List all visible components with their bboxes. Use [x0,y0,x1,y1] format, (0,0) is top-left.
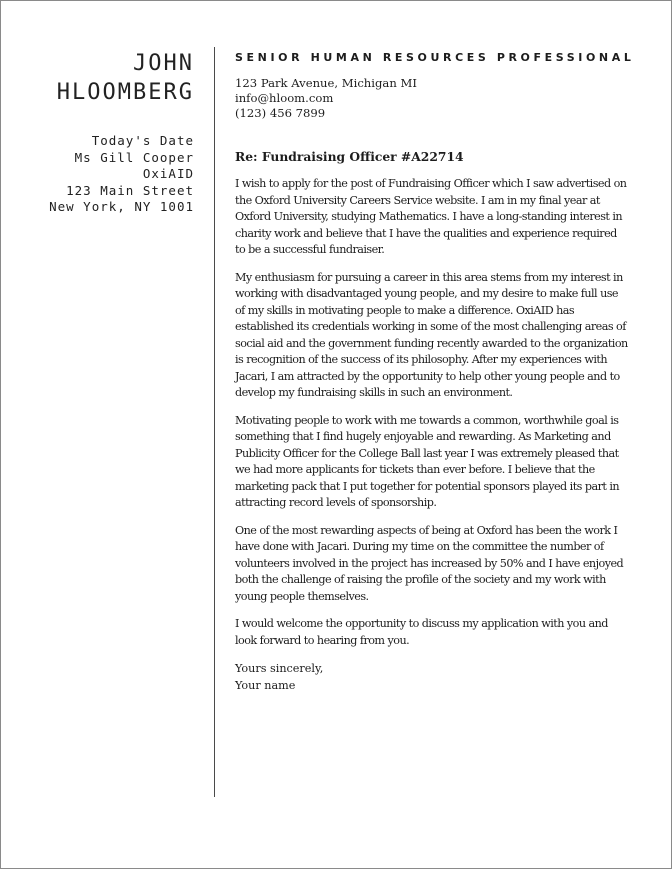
letter-paragraph [235,523,630,606]
sender-last-name: HLOOMBERG [56,80,194,105]
paragraph-line: working with disadvantaged young people, and my desire to make full use [235,287,619,300]
sender-email: info@hloom.com [235,91,334,105]
paragraph-line: both the challenge of raising the profile of the society and my work with [235,573,606,586]
paragraph-line: established its credentials working in some of the most challenging areas of [235,320,626,333]
paragraph-line: attracting record levels of sponsorship. [235,496,437,509]
letter-subject: Re: Fundraising Officer #A22714 [235,149,464,164]
recipient-company: OxiAID [142,166,194,182]
paragraph-line: Jacari, I am attracted by the opportunity to help other young people and to [235,369,620,383]
paragraph-line: of my skills in motivating people to make a difference. OxiAID has [235,303,575,317]
paragraph-line: Publicity Officer for the College Ball last year I was extremely pleased that [235,446,619,460]
sender-title: SENIOR HUMAN RESOURCES PROFESSIONAL [235,51,635,64]
recipient-name: Ms Gill Cooper [74,149,194,165]
paragraph-line: to be a successful fundraiser. [235,243,385,256]
paragraph-line: I wish to apply for the post of Fundraising Officer which I saw advertised on [235,177,627,190]
left-column [21,49,194,216]
letter-paragraph [235,176,630,259]
paragraph-line: Oxford University, studying Mathematics. I have a long-standing interest in [235,210,623,223]
closing-salutation: Yours sincerely, [235,662,324,675]
recipient-street: 123 Main Street [66,182,194,198]
paragraph-line: is recognition of the success of its philosophy. After my experiences with [235,353,607,366]
paragraph-line: develop my fundraising skills in such an environment. [235,386,513,399]
letter-body [235,176,630,649]
paragraph-line: look forward to hearing from you. [235,633,410,647]
letter-paragraph [235,413,630,512]
paragraph-line: volunteers involved in the project has increased by 50% and I have enjoyed [235,556,624,570]
paragraph-line: something that I find hugely enjoyable and rewarding. As Marketing and [235,430,611,443]
paragraph-line: charity work and believe that I have the qualities and experience required [235,226,617,240]
closing-block [235,661,630,694]
paragraph-line: Motivating people to work with me towards a common, worthwhile goal is [235,413,619,427]
letter-paragraph [235,616,630,649]
paragraph-line: My enthusiasm for pursuing a career in this area stems from my interest in [235,270,623,284]
recipient-city: New York, NY 1001 [49,199,194,215]
paragraph-line: the Oxford University Careers Service website. I am in my final year at [235,193,600,207]
sender-phone: (123) 456 7899 [235,106,326,120]
paragraph-line: social aid and the government funding recently awarded to the organization [235,336,628,350]
sender-contact [235,76,630,121]
sender-street: 123 Park Avenue, Michigan MI [235,76,417,90]
paragraph-line: One of the most rewarding aspects of being at Oxford has been the work I [235,523,618,537]
paragraph-line: young people themselves. [235,589,369,603]
paragraph-line: marketing pack that I put together for potential sponsors played its part in [235,479,620,493]
vertical-divider [214,47,215,797]
paragraph-line: we had more applicants for tickets than ever before. I believe that the [235,463,595,476]
letter-paragraph [235,270,630,402]
signature-name: Your name [235,678,296,692]
paragraph-line: have done with Jacari. During my time on the committee the number of [235,540,604,553]
right-column [235,49,635,694]
sender-first-name: JOHN [133,51,194,76]
letter-date: Today's Date [91,133,194,148]
recipient-block [21,133,194,216]
paragraph-line: I would welcome the opportunity to discuss my application with you and [235,617,608,630]
